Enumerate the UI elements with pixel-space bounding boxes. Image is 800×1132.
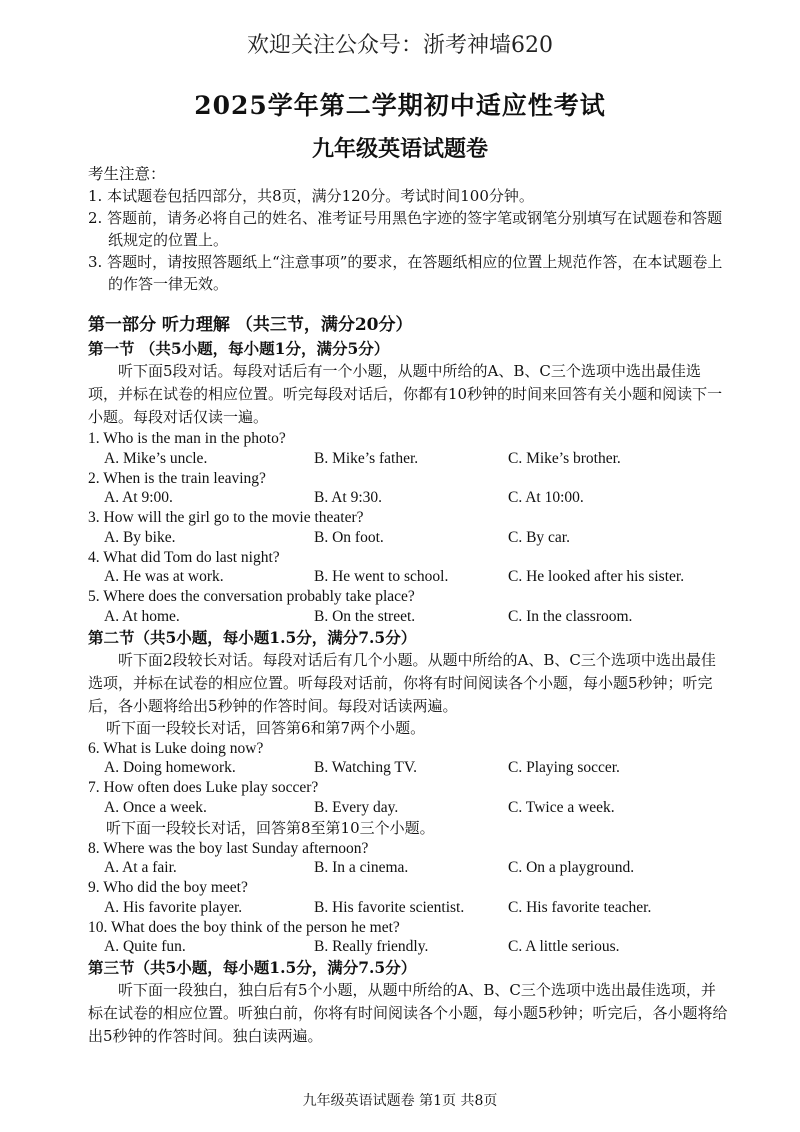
part1-title: 第一部分 听力理解 （共三节，满分20分） xyxy=(88,315,413,335)
option-a: A. His favorite player. xyxy=(104,898,243,916)
option-c: C. Mike’s brother. xyxy=(508,449,621,467)
option-row xyxy=(88,798,730,818)
section2-instruction: 听下面2段较长对话。每段对话后有几个小题。从题中所给的A、B、C三个选项中选出最佳选项，并标在试卷的相应位置。听每段对话前，你将有时间阅读各个小题，每小题5秒钟；听完后，各小题将给出5秒钟的作答时间。每段对话读两遍。 xyxy=(88,650,716,715)
question-block xyxy=(88,587,730,627)
option-a: A. He was at work. xyxy=(104,568,224,585)
question-text: 2. When is the train leaving? xyxy=(88,469,266,487)
question-block xyxy=(88,839,730,879)
notice-item: 3. 答题时，请按照答题纸上“注意事项”的要求，在答题纸相应的位置上规范作答，在本试题卷上的作答一律无效。 xyxy=(88,253,723,293)
option-row xyxy=(88,488,730,508)
question-block xyxy=(88,739,730,779)
question-block xyxy=(88,548,730,588)
question-block xyxy=(88,878,730,918)
option-c: C. At 10:00. xyxy=(508,489,584,506)
option-b: B. Mike’s father. xyxy=(314,449,419,467)
section1-title: 第一节 （共5小题，每小题1分，满分5分） xyxy=(88,339,390,358)
notice-item: 2. 答题前，请务必将自己的姓名、准考证号用黑色字迹的签字笔或钢笔分别填写在试题卷和答题纸规定的位置上。 xyxy=(88,209,723,249)
section3-instruction: 听下面一段独白，独白后有5个小题，从题中所给的A、B、C三个选项中选出最佳选项，并标在试卷的相应位置。听独白前，你将有时间阅读各个小题，每小题5秒钟；听完后，各小题将给出5秒钟的作答时间。独白读两遍。 xyxy=(88,981,728,1045)
option-a: A. Quite fun. xyxy=(104,938,186,955)
section2-intro-1: 听下面一段较长对话，回答第6和第7两个小题。 xyxy=(106,718,426,737)
question-text: 5. Where does the conversation probably take place? xyxy=(88,588,415,605)
option-row xyxy=(88,898,730,918)
question-text: 3. How will the girl go to the movie theater? xyxy=(88,509,364,526)
section2-title: 第二节（共5小题，每小题1.5分，满分7.5分） xyxy=(88,627,417,647)
option-a: A. Doing homework. xyxy=(104,759,236,776)
exam-title: 2025学年第二学期初中适应性考试 xyxy=(194,91,606,120)
question-block xyxy=(88,918,730,958)
option-b: B. Every day. xyxy=(314,798,399,816)
page-footer: 九年级英语试题卷 第1页 共8页 xyxy=(302,1093,498,1109)
exam-subtitle: 九年级英语试题卷 xyxy=(311,136,488,162)
question-text: 1. Who is the man in the photo? xyxy=(88,430,286,447)
option-row xyxy=(88,567,730,587)
part1-content xyxy=(88,312,730,1048)
option-row xyxy=(88,607,730,627)
option-row xyxy=(88,449,730,469)
question-block xyxy=(88,508,730,548)
question-text: 7. How often does Luke play soccer? xyxy=(88,779,319,796)
option-c: C. Twice a week. xyxy=(508,798,615,816)
option-c: C. He looked after his sister. xyxy=(508,568,685,585)
option-row xyxy=(88,858,730,878)
candidate-notice xyxy=(88,163,728,295)
option-c: C. Playing soccer. xyxy=(508,759,620,776)
question-block xyxy=(88,778,730,818)
question-block xyxy=(88,469,730,509)
option-a: A. By bike. xyxy=(104,528,176,546)
option-b: B. He went to school. xyxy=(314,568,449,585)
option-row xyxy=(88,528,730,548)
option-c: C. On a playground. xyxy=(508,859,635,876)
question-text: 10. What does the boy think of the person he met? xyxy=(88,918,400,936)
notice-heading: 考生注意： xyxy=(88,165,166,183)
question-text: 4. What did Tom do last night? xyxy=(88,548,280,566)
section2-intro-2: 听下面一段较长对话，回答第8至第10三个小题。 xyxy=(106,818,435,837)
question-block xyxy=(88,429,730,469)
option-b: B. At 9:30. xyxy=(314,489,383,506)
section1-instruction: 听下面5段对话。每段对话后有一个小题，从题中所给的A、B、C三个选项中选出最佳选项，并标在试卷的相应位置。听完每段对话后，你都有10秒钟的时间来回答有关小题和阅读下一小题。每段对话仅读一遍。 xyxy=(88,362,723,426)
option-c: C. His favorite teacher. xyxy=(508,898,652,916)
option-a: A. Once a week. xyxy=(104,798,207,816)
option-a: A. At a fair. xyxy=(104,859,177,876)
option-c: C. By car. xyxy=(508,528,570,546)
question-text: 6. What is Luke doing now? xyxy=(88,739,264,757)
option-c: C. In the classroom. xyxy=(508,607,633,625)
section3-title: 第三节（共5小题，每小题1.5分，满分7.5分） xyxy=(88,958,417,977)
question-text: 8. Where was the boy last Sunday afternoon? xyxy=(88,839,369,857)
option-b: B. In a cinema. xyxy=(314,859,409,876)
option-a: A. At home. xyxy=(104,607,180,625)
option-row xyxy=(88,937,730,957)
banner-text: 欢迎关注公众号：浙考神墙620 xyxy=(247,33,553,58)
option-b: B. Watching TV. xyxy=(314,759,417,776)
option-a: A. Mike’s uncle. xyxy=(104,449,208,467)
question-text: 9. Who did the boy meet? xyxy=(88,879,248,896)
option-b: B. His favorite scientist. xyxy=(314,898,465,916)
option-b: B. On foot. xyxy=(314,528,384,546)
option-row xyxy=(88,758,730,778)
option-b: B. On the street. xyxy=(314,607,416,625)
option-b: B. Really friendly. xyxy=(314,938,429,955)
option-c: C. A little serious. xyxy=(508,938,620,955)
option-a: A. At 9:00. xyxy=(104,489,173,506)
notice-item: 1. 本试题卷包括四部分，共8页，满分120分。考试时间100分钟。 xyxy=(88,187,534,205)
